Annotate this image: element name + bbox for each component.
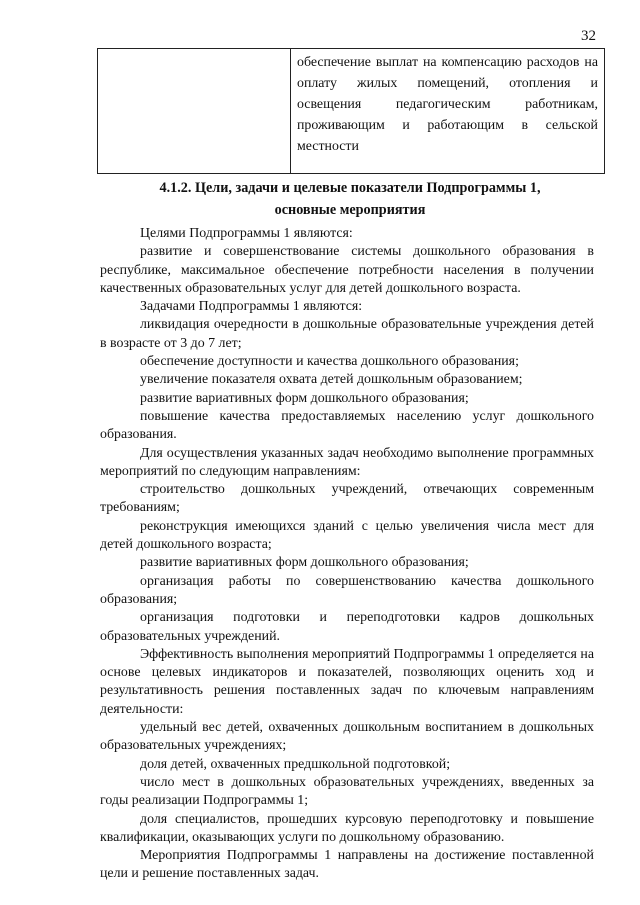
paragraph: ликвидация очередности в дошкольные образовательные учреждения детей в возрасте от 3 до 7 лет; xyxy=(100,317,594,351)
section-heading-line-2: основные мероприятия xyxy=(274,202,426,218)
body-text xyxy=(100,225,594,884)
continuation-table xyxy=(97,48,605,174)
table-cell-text: обеспечение выплат на компенсацию расходов на оплату жилых помещений, отопления и освещения педагогическим работникам, проживающим и работающим в сельской местности xyxy=(291,49,605,174)
paragraph: повышение качества предоставляемых населению услуг дошкольного образования. xyxy=(100,408,594,443)
paragraph: Целями Подпрограммы 1 являются: xyxy=(140,226,353,241)
paragraph: Задачами Подпрограммы 1 являются: xyxy=(140,299,363,315)
paragraph: число мест в дошкольных образовательных учреждениях, введенных за годы реализации Подпрограммы 1; xyxy=(100,774,594,809)
paragraph: организация работы по совершенствованию качества дошкольного образования; xyxy=(100,573,594,607)
paragraph: организация подготовки и переподготовки кадров дошкольных образовательных учреждений. xyxy=(100,610,594,644)
page-number: 32 xyxy=(581,28,596,44)
paragraph: удельный вес детей, охваченных дошкольным воспитанием в дошкольных образовательных учреждениях; xyxy=(100,720,594,754)
paragraph: увеличение показателя охвата детей дошкольным образованием; xyxy=(140,372,523,388)
paragraph: доля специалистов, прошедших курсовую переподготовку и повышение квалификации, оказывающих услуги по дошкольному образованию. xyxy=(100,811,594,845)
table-row xyxy=(98,49,605,174)
paragraph: Мероприятия Подпрограммы 1 направлены на достижение поставленной цели и решение поставленных задач. xyxy=(100,848,594,882)
section-heading-line-1: 4.1.2. Цели, задачи и целевые показатели Подпрограммы 1, xyxy=(159,180,541,196)
section-heading xyxy=(100,177,600,221)
table-cell-empty xyxy=(98,49,291,174)
paragraph: Эффективность выполнения мероприятий Подпрограммы 1 определяется на основе целевых индикаторов и показателей, позволяющих оценить ход и результативность решения поставленных задач по ключевым направлениям деятельности: xyxy=(100,646,594,717)
paragraph: строительство дошкольных учреждений, отвечающих современным требованиям; xyxy=(100,482,594,516)
paragraph: доля детей, охваченных предшкольной подготовкой; xyxy=(140,756,451,772)
paragraph: реконструкция имеющихся зданий с целью увеличения числа мест для детей дошкольного возраста; xyxy=(100,518,594,553)
paragraph: Для осуществления указанных задач необходимо выполнение программных мероприятий по следующим направлениям: xyxy=(100,445,594,479)
paragraph: обеспечение доступности и качества дошкольного образования; xyxy=(140,354,519,370)
paragraph: развитие и совершенствование системы дошкольного образования в республике, максимальное обеспечение потребности населения в получении качественных образовательных услуг для детей дошкольного возраста. xyxy=(100,244,594,296)
paragraph: развитие вариативных форм дошкольного образования; xyxy=(140,555,469,571)
paragraph: развитие вариативных форм дошкольного образования; xyxy=(140,390,469,406)
